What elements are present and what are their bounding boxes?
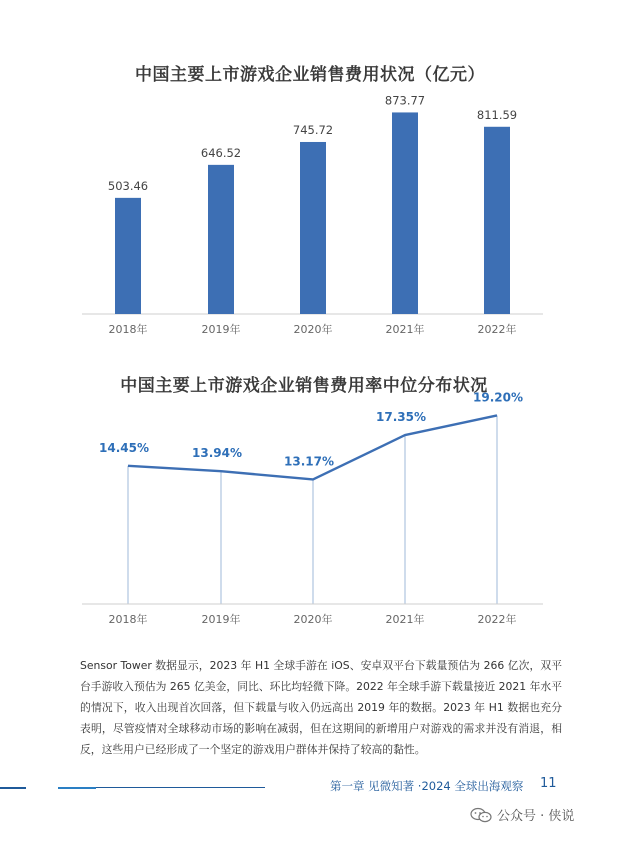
x-tick-label: 2019年: [201, 613, 241, 626]
x-tick-label: 2022年: [477, 323, 517, 336]
x-tick-label: 2021年: [385, 323, 425, 336]
footer-chapter: 第一章 见微知著 ·2024 全球出海观察: [330, 779, 524, 793]
bar: [484, 127, 510, 314]
data-label: 14.45%: [99, 440, 149, 455]
bar: [392, 112, 418, 314]
footer-rule: [96, 787, 265, 788]
bar: [300, 142, 326, 314]
line-chart: [0, 390, 620, 635]
data-label: 873.77: [384, 93, 426, 108]
footer-rule-left: [0, 787, 26, 789]
x-tick-label: 2018年: [108, 613, 148, 626]
x-tick-label: 2020年: [293, 613, 333, 626]
bar-chart-title: 中国主要上市游戏企业销售费用状况（亿元）: [135, 65, 485, 85]
x-tick-label: 2018年: [108, 323, 148, 336]
data-label: 745.72: [292, 122, 334, 137]
bar: [208, 165, 234, 314]
data-label: 811.59: [476, 107, 518, 122]
page-number: 11: [540, 776, 557, 791]
x-tick-label: 2022年: [477, 613, 517, 626]
x-tick-label: 2021年: [385, 613, 425, 626]
series-line: [128, 415, 497, 479]
x-tick-label: 2019年: [201, 323, 241, 336]
data-label: 19.20%: [473, 390, 523, 405]
line-chart-title: 中国主要上市游戏企业销售费用率中位分布状况: [120, 376, 488, 396]
wechat-icon: [470, 807, 492, 823]
data-label: 13.94%: [192, 446, 242, 461]
data-label: 646.52: [200, 145, 242, 160]
bar-chart: [0, 85, 620, 345]
bar: [115, 198, 141, 314]
footer-rule-accent: [58, 787, 96, 789]
data-label: 503.46: [107, 178, 149, 193]
data-label: 17.35%: [376, 410, 426, 425]
x-tick-label: 2020年: [293, 323, 333, 336]
data-label: 13.17%: [284, 454, 334, 469]
watermark: [470, 805, 574, 824]
watermark-text: 公众号 · 侠说: [497, 809, 575, 824]
body-paragraph: Sensor Tower 数据显示，2023 年 H1 全球手游在 iOS、安卓双平台下载量预估为 266 亿次，双平台手游收入预估为 265 亿美金，同比、环比均轻微下降。2022 年全球手游下载量接近 2021 年水平的情况下，收入出现首次回落，但下载量与收入仍远高出 2019 年的数据。2023 年 H1 数据也充分表明，尽管疫情对全球移动市场的影响在减弱，但在这期间的新增用户对游戏的需求并没有消退，相反，这些用户已经形成了一个坚定的游戏用户群体并保持了较高的黏性。: [80, 659, 562, 756]
